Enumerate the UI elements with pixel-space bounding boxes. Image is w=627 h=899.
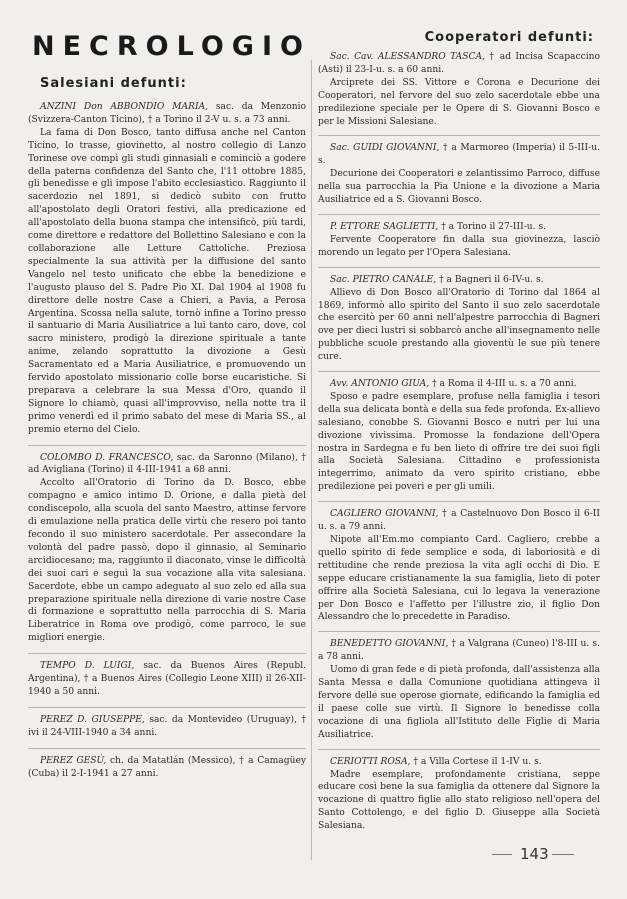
- deceased-name: ANZINI Don ABBONDIO MARIA,: [40, 102, 209, 112]
- obituary-header: [28, 452, 306, 478]
- obituary-entry: [318, 638, 600, 741]
- entry-separator: [318, 214, 600, 215]
- obituary-entry: [28, 660, 306, 699]
- obituary-text: [28, 127, 306, 437]
- obituary-text: [318, 77, 600, 129]
- obituary-entry: [318, 756, 600, 833]
- paragraph-text: † a Castelnuovo Don Bosco il 6-II u. s. a 79 anni.: [318, 509, 600, 533]
- entry-separator: [318, 749, 600, 750]
- paragraph-text: sac. da Buenos Aires (Republ. Argentina), † a Buenos Aires (Collegio Leone XIII) il 26-XII-1940 a 50 anni.: [28, 661, 307, 697]
- obituary-text: [28, 477, 306, 645]
- masthead: NECROLOGIO: [32, 31, 311, 62]
- entry-separator: [28, 707, 306, 708]
- obituary-header: [318, 756, 600, 769]
- paragraph-text: † a Roma il 4-III u. s. a 70 anni.: [432, 379, 577, 390]
- cooperatori-entries: [318, 51, 600, 833]
- deceased-name: CERIOTTI ROSA,: [330, 756, 411, 767]
- deceased-name: PEREZ D. GIUSEPPE,: [40, 714, 145, 725]
- obituary-text: [318, 769, 600, 834]
- obituary-header: [28, 755, 306, 781]
- obituary-entry: [318, 274, 600, 364]
- obituary-text: [318, 664, 600, 741]
- paragraph-text: † a Torino il 27-III-u. s.: [441, 221, 547, 232]
- entry-separator: [318, 631, 600, 632]
- deceased-name: PEREZ GESÙ,: [40, 755, 107, 766]
- deceased-name: Sac. Cav. ALESSANDRO TASCA,: [330, 52, 485, 62]
- entry-separator: [318, 371, 600, 372]
- paragraph-text: Accolto all'Oratorio di Torino da D. Bosco, ebbe compagno e amico intimo D. Orione, e dalla pietà del condiscepolo, alla scuola del santo Maestro, attinse fervore di emulazione nella pratica delle virtù che resero poi tanto fecondo il suo ministero sacerdotale. Per assecondare la volontà del padre passò, dopo il ginnasio, al Seminario arcidiocesano; ma, raggiunto il diaconato, vinse le difficoltà dei suoi cari e seguì la sua vocazione alla vita salesiana. Sacerdote, ebbe un campo adeguato al suo zelo ed alla sua preparazione spirituale nella direzione di varie nostre Case di formazione e soprattutto nella parrocchia di S. Maria Liberatrice in Roma ove prodigò, come parroco, le sue migliori energie.: [28, 478, 306, 644]
- obituary-header: [28, 660, 306, 699]
- paragraph-text: † a Valgrana (Cuneo) l'8-III u. s. a 78 anni.: [318, 639, 600, 663]
- obituary-entry: [28, 714, 306, 740]
- obituary-header: [318, 274, 600, 287]
- deceased-name: P. ETTORE SAGLIETTI,: [330, 221, 439, 232]
- obituary-header: [318, 221, 600, 234]
- paragraph-text: Arciprete dei SS. Vittore e Corona e Decurione dei Cooperatori, nel fervore del suo zelo sacerdotale ebbe una predilezione speciale per le Opere di S. Giovanni Bosco e per le Missioni Salesiane.: [318, 77, 600, 127]
- paragraph-text: Sposo e padre esemplare, profuse nella famiglia i tesori della sua delicata bontà e della sua fede profonda. Ex-allievo salesiano, conobbe S. Giovanni Bosco e nutrì per lui una divozione vivissima. Promosse la fondazione dell'Opera nostra in Sardegna e fu ben lieto di offrire tre dei suoi figli alla Società Salesiana. Cittadino e professionista integerrimo, animato da vero spirito cristiano, ebbe predilezione pei poveri e per gli umili.: [318, 391, 600, 493]
- page-number-dash-right: [552, 854, 574, 855]
- obituary-entry: [318, 508, 600, 624]
- page-number: 143: [520, 845, 549, 863]
- obituary-entry: [28, 101, 306, 437]
- paragraph-text: Decurione dei Cooperatori e zelantissimo Parroco, diffuse nella sua parrocchia la Pia Unione e la divozione a Maria Ausiliatrice ed a S. Giovanni Bosco.: [318, 169, 600, 206]
- entry-separator: [318, 135, 600, 136]
- entry-separator: [28, 748, 306, 749]
- paragraph-text: sac. da Saronno (Milano), † ad Avigliana (Torino) il 4-III-1941 a 68 anni.: [28, 452, 306, 476]
- obituary-header: [318, 508, 600, 534]
- right-column: [318, 24, 600, 840]
- page-number-dash-left: [492, 854, 512, 855]
- obituary-header: [28, 714, 306, 740]
- obituary-text: [318, 168, 600, 207]
- deceased-name: CAGLIERO GIOVANNI,: [330, 509, 439, 520]
- obituary-entry: [318, 142, 600, 207]
- paragraph-text: sac. da Montevideo (Uruguay), † ivi il 24-VIII-1940 a 34 anni.: [28, 714, 307, 738]
- paragraph-text: Allievo di Don Bosco all'Oratorio di Torino dal 1864 al 1869, informò allo spirito del Santo il suo zelo sacerdotale che esercitò per 60 anni nell'alpestre parrocchia di Bagneri ove per dieci lustri si sobbarcò anche all'insegnamento nelle pubbliche scuole prestando alla gioventù le sue più tenere cure.: [318, 287, 600, 363]
- paragraph-text: Nipote all'Em.mo compianto Card. Cagliero, crebbe a quello spirito di fede semplice e soda, di laboriosità e di rettitudine che rende preziosa la vita agli occhi di Dio. E seppe educare cristianamente la sua famiglia, lieto di poter offrire alla Società Salesiana, cui lo legava la venerazione per Don Bosco e l'affetto per l'illustre zio, il figlio Don Alessandro che lo precedette in Paradiso.: [318, 535, 600, 623]
- obituary-header: [318, 142, 600, 168]
- entry-separator: [28, 445, 306, 446]
- salesiani-section-title: Salesiani defunti:: [40, 76, 187, 91]
- paragraph-text: † ad Incisa Scapaccino (Asti) il 23-I-u. s. a 60 anni.: [318, 52, 601, 75]
- entry-separator: [28, 653, 306, 654]
- obituary-entry: [28, 452, 306, 646]
- obituary-header: [318, 51, 600, 77]
- obituary-entry: [318, 378, 600, 494]
- paragraph-text: sac. da Menzonio (Svizzera-Canton Ticino), † a Torino il 2-V u. s. a 73 anni.: [28, 102, 306, 125]
- cooperatori-section-title: Cooperatori defunti:: [424, 30, 594, 45]
- obituary-text: [318, 234, 600, 260]
- deceased-name: BENEDETTO GIOVANNI,: [330, 639, 449, 650]
- paragraph-text: Madre esemplare, profondamente cristiana, seppe educare così bene la sua famiglia da ottenere dal Signore la vocazione di quattro figlie allo stato religioso nell'opera del Santo Cottolengo, e del figlio D. Giuseppe alla Società Salesiana.: [318, 769, 600, 832]
- obituary-entry: [318, 51, 600, 128]
- paragraph-text: † a Villa Cortese il 1-IV u. s.: [413, 756, 542, 767]
- obituary-entry: [28, 755, 306, 781]
- paragraph-text: Uomo di gran fede e di pietà profonda, dall'assistenza alla Santa Messa e dalla Comunione quotidiana attingeva il fervore delle sue operose giornate, edificando la famiglia ed il paese colle sue virtù. Il Signore lo benedisse colla vocazione di una figliola all'Istituto delle Figlie di Maria Ausiliatrice.: [318, 665, 600, 740]
- obituary-header: [318, 378, 600, 391]
- deceased-name: Sac. PIETRO CANALE,: [330, 274, 437, 285]
- deceased-name: TEMPO D. LUIGI,: [40, 661, 135, 672]
- deceased-name: Sac. GUIDI GIOVANNI,: [330, 143, 440, 154]
- obituary-header: [28, 101, 306, 127]
- paragraph-text: † a Marmoreo (Imperia) il 5-III-u. s.: [318, 143, 600, 167]
- paragraph-text: † a Bagneri il 6-IV-u. s.: [439, 274, 544, 285]
- obituary-header: [318, 638, 600, 664]
- obituary-text: [318, 534, 600, 624]
- paragraph-text: Fervente Cooperatore fin dalla sua giovinezza, lasciò morendo un legato per l'Opera Salesiana.: [318, 234, 600, 258]
- entry-separator: [318, 501, 600, 502]
- salesiani-entries: [28, 101, 306, 781]
- entry-separator: [318, 267, 600, 268]
- left-column: [28, 24, 311, 789]
- obituary-entry: [318, 221, 600, 260]
- paragraph-text: La fama di Don Bosco, tanto diffusa anche nel Canton Ticino, lo trasse, giovinetto, al nostro collegio di Lanzo Torinese ove compì gli studi ginnasiali e cominciò a godere della paterna confidenza del Santo che, l'11 ottobre 1885, gli benedisse e gli impose l'abito ecclesiastico. Raggiunto il sacerdozio nel 1891, si dedicò subito con frutto all'apostolato degli Oratori festivi, alla predicazione ed all'apostolato della buona stampa che intensificò, più tardi, come direttore e redattore del Bollettino Salesiano e con la collaborazione alle Letture Cattoliche. Preziosa specialmente la sua attività per la diffusione del santo Vangelo nel testo unificato che ebbe la benedizione e l'augusto plauso del S. Padre Pio XI. Dal 1904 al 1908 fu direttore delle nostre Case a Chieri, a Pavia, a Perosa Argentina. Scossa nella salute, tornò infine a Torino presso il santuario di Maria Ausiliatrice a lui tanto caro, dove, col sacro ministero, prodigò la direzione spirituale a tante anime, zelando soprattutto la divozione a Gesù Sacramentato ed a Maria Ausiliatrice, e promuovendo un fervido apostolato missionario colle borse eucaristiche. Si preparava a celebrare la sua Messa d'Oro, quando il Signore lo chiamò, quasi all'improvviso, nella notte tra il primo venerdì ed il primo sabato del mese di Maria SS., al premio eterno del Cielo.: [28, 127, 306, 435]
- obituary-text: [318, 391, 600, 494]
- obituary-text: [318, 287, 600, 364]
- deceased-name: Avv. ANTONIO GIUA,: [330, 379, 430, 390]
- column-divider: [311, 60, 312, 860]
- paragraph-text: ch. da Matatlán (Messico), † a Camagüey (Cuba) il 2-I-1941 a 27 anni.: [28, 755, 306, 779]
- deceased-name: COLOMBO D. FRANCESCO,: [40, 452, 174, 463]
